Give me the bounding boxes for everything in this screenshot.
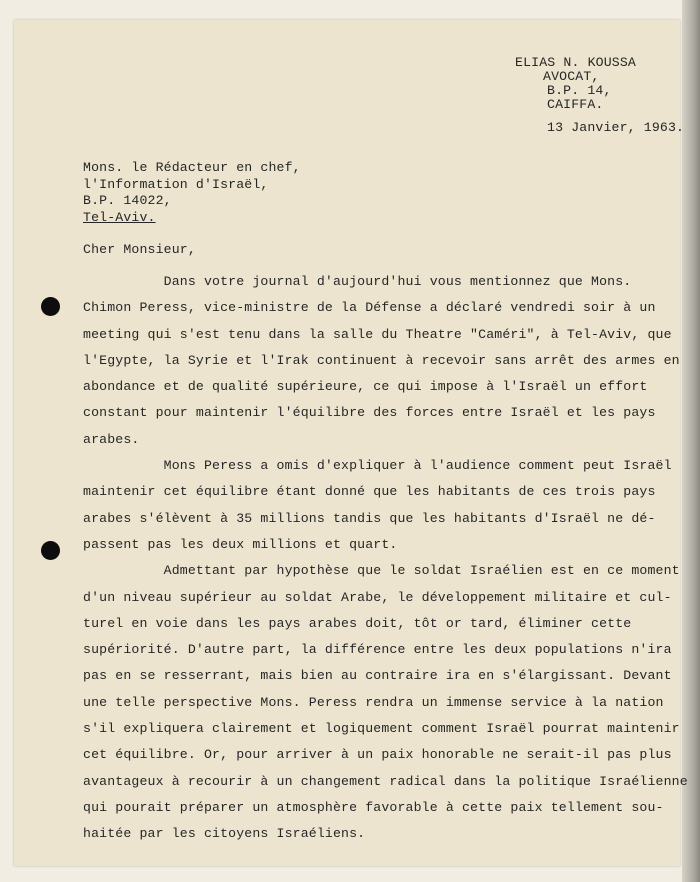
salutation: Cher Monsieur, xyxy=(83,242,196,257)
body-line: cet équilibre. Or, pour arriver à un paix honorable ne serait-il pas plus xyxy=(83,747,672,763)
punch-hole-top xyxy=(41,297,60,316)
body-line: l'Egypte, la Syrie et l'Irak continuent à recevoir sans arrêt des armes en xyxy=(83,352,680,368)
body-line: haitée par les citoyens Israéliens. xyxy=(83,826,366,842)
body-line: abondance et de qualité supérieure, ce qui impose à l'Israël un effort xyxy=(83,379,648,395)
body-line: Admettant par hypothèse que le soldat Israélien est en ce moment xyxy=(83,563,680,579)
body-line: constant pour maintenir l'équilibre des forces entre Israël et les pays xyxy=(83,405,656,421)
sender-name: ELIAS N. KOUSSA xyxy=(515,55,636,70)
body-line: pas en se resserrant, mais bien au contraire ira en s'élargissant. Devant xyxy=(83,668,672,684)
body-line: Mons Peress a omis d'expliquer à l'audience comment peut Israël xyxy=(83,458,672,474)
body-line: meeting qui s'est tenu dans la salle du Theatre "Caméri", à Tel-Aviv, que xyxy=(83,326,672,342)
body-line: d'un niveau supérieur au soldat Arabe, le développement militaire et cul- xyxy=(83,589,672,605)
body-line: turel en voie dans les pays arabes doit, tôt or tard, éliminer cette xyxy=(83,615,632,631)
letter-date: 13 Janvier, 1963. xyxy=(547,120,685,135)
body-line: s'il expliquera clairement et logiquement comment Israël pourrat maintenir xyxy=(83,721,680,737)
addressee-line-4: Tel-Aviv. xyxy=(83,209,156,225)
sender-city: CAIFFA. xyxy=(547,97,604,112)
sender-block xyxy=(515,56,636,112)
letter-body xyxy=(83,269,688,848)
body-line: supériorité. D'autre part, la différence entre les deux populations n'ira xyxy=(83,642,672,658)
body-line: qui pourait préparer un atmosphère favorable à cette paix tellement sou- xyxy=(83,799,664,815)
body-line: maintenir cet équilibre étant donné que les habitants de ces trois pays xyxy=(83,484,656,500)
sender-title: AVOCAT, xyxy=(543,69,600,84)
body-line: arabes s'élèvent à 35 millions tandis que les habitants d'Israël ne dé- xyxy=(83,510,656,526)
addressee-line-2: l'Information d'Israël, xyxy=(83,176,269,192)
body-line: arabes. xyxy=(83,431,140,447)
body-line: avantageux à recourir à un changement radical dans la politique Israélienne xyxy=(83,773,688,789)
sender-box: B.P. 14, xyxy=(547,83,612,98)
body-line: Chimon Peress, vice-ministre de la Défense a déclaré vendredi soir à un xyxy=(83,300,656,316)
body-line: Dans votre journal d'aujourd'hui vous mentionnez que Mons. xyxy=(83,274,632,289)
body-line: une telle perspective Mons. Peress rendra un immense service à la nation xyxy=(83,694,664,710)
body-line: passent pas les deux millions et quart. xyxy=(83,536,398,552)
addressee-block xyxy=(83,160,301,226)
punch-hole-bottom xyxy=(41,541,60,560)
addressee-line-3: B.P. 14022, xyxy=(83,193,172,208)
addressee-line-1: Mons. le Rédacteur en chef, xyxy=(83,160,301,175)
